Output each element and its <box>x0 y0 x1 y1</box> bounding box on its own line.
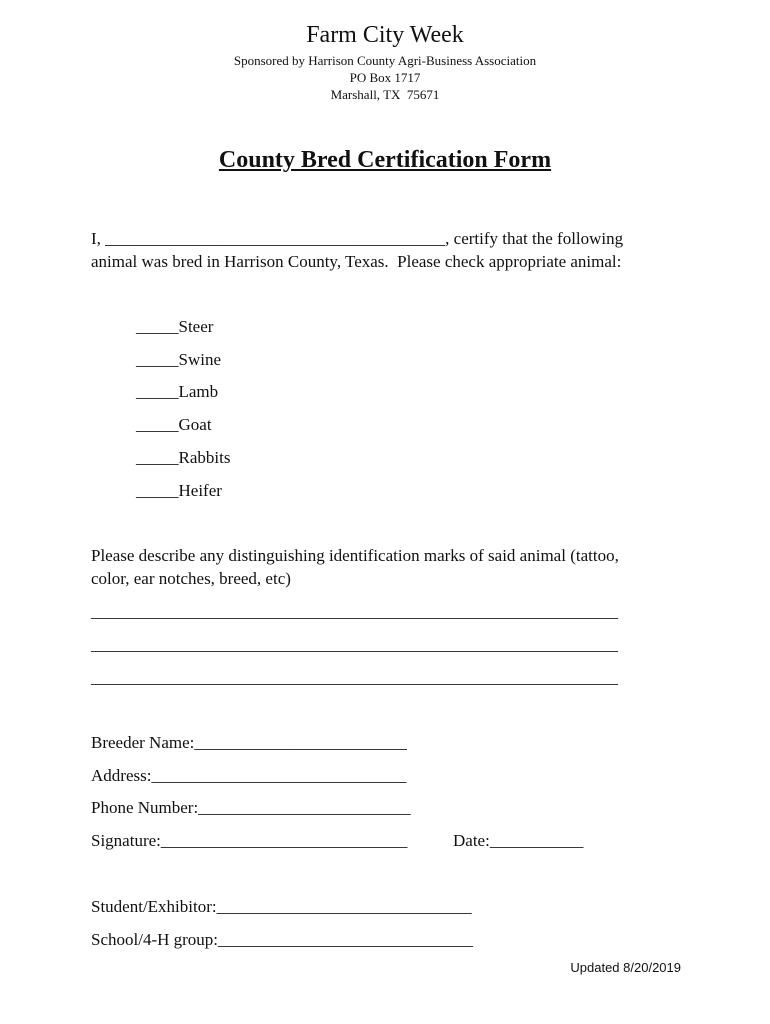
sponsor-line: Sponsored by Harrison County Agri-Business Association <box>233 53 537 68</box>
marks-prompt-1: Please describe any distinguishing identification marks of said animal (tattoo, <box>91 546 619 565</box>
animal-swine[interactable]: _____Swine <box>136 350 221 369</box>
student-exhibitor-field[interactable]: Student/Exhibitor:______________________________ <box>91 897 472 916</box>
phone-field[interactable]: Phone Number:_________________________ <box>91 798 411 817</box>
updated-date: Updated 8/20/2019 <box>570 960 681 975</box>
city-line: Marshall, TX 75671 <box>330 87 440 102</box>
animal-lamb[interactable]: _____Lamb <box>136 382 219 401</box>
animal-goat[interactable]: _____Goat <box>136 415 212 434</box>
page-title: Farm City Week <box>306 22 464 48</box>
address-field[interactable]: Address:______________________________ <box>91 766 407 785</box>
date-field[interactable]: Date:___________ <box>453 831 584 850</box>
signature-field[interactable]: Signature:_____________________________ <box>91 831 408 850</box>
po-box-line: PO Box 1717 <box>349 70 421 85</box>
animal-steer[interactable]: _____Steer <box>136 317 214 336</box>
form-title: County Bred Certification Form <box>218 147 552 173</box>
certify-line-1: I, ________________________________________, certify that the following <box>91 229 624 248</box>
school-group-field[interactable]: School/4-H group:______________________________ <box>91 930 474 949</box>
marks-prompt-2: color, ear notches, breed, etc) <box>91 569 291 588</box>
animal-rabbits[interactable]: _____Rabbits <box>136 448 231 467</box>
animal-heifer[interactable]: _____Heifer <box>136 481 222 500</box>
marks-blank-1[interactable]: ______________________________________________________________ <box>91 602 618 621</box>
marks-blank-3[interactable]: ______________________________________________________________ <box>91 668 618 687</box>
marks-blank-2[interactable]: ______________________________________________________________ <box>91 635 618 654</box>
certify-line-2: animal was bred in Harrison County, Texas. Please check appropriate animal: <box>91 252 622 271</box>
breeder-name-field[interactable]: Breeder Name:_________________________ <box>91 733 407 752</box>
